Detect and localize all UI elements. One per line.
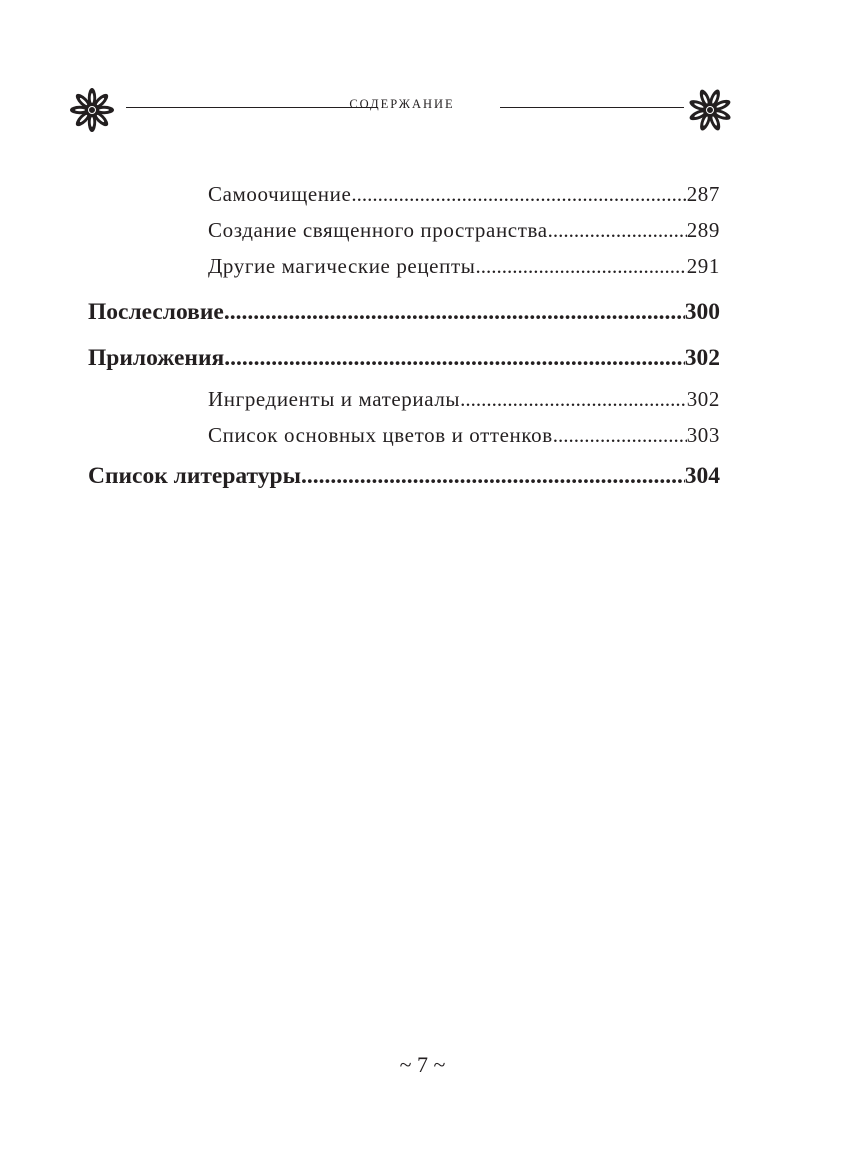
toc-chapter-page: 302 [684, 345, 720, 371]
toc-chapter-title: Список литературы [88, 463, 301, 489]
toc-entry [88, 176, 720, 212]
star-anise-icon [688, 88, 732, 132]
toc-entry [88, 381, 720, 417]
toc-entry [88, 417, 720, 453]
leader-dots [548, 212, 687, 248]
toc-entry-title: Создание священного пространства [208, 218, 548, 242]
toc-entry-title: Другие магические рецепты [208, 254, 476, 278]
table-of-contents [88, 176, 720, 499]
toc-entry-title: Самоочищение [208, 182, 352, 206]
leader-dots [301, 453, 685, 499]
toc-entry-page: 287 [686, 182, 720, 206]
leader-dots [224, 335, 685, 381]
leader-dots [224, 289, 685, 335]
star-anise-icon [70, 88, 114, 132]
toc-chapter [88, 453, 720, 499]
leader-dots [460, 381, 687, 417]
toc-chapter-title: Приложения [88, 345, 225, 371]
header-rule-right [500, 107, 684, 108]
toc-entry-page: 303 [686, 423, 720, 447]
leader-dots [553, 417, 687, 453]
toc-entry-page: 302 [686, 387, 720, 411]
leader-dots [351, 176, 686, 212]
toc-entry-title: Ингредиенты и материалы [208, 387, 461, 411]
toc-chapter [88, 335, 720, 381]
toc-entry [88, 212, 720, 248]
page-number: ~ 7 ~ [399, 1052, 446, 1077]
toc-chapter [88, 289, 720, 335]
toc-chapter-page: 300 [684, 299, 720, 325]
toc-entry-page: 291 [686, 254, 720, 278]
toc-entry-title: Список основных цветов и оттенков [208, 423, 553, 447]
toc-entry [88, 248, 720, 284]
header-rule-left [126, 107, 378, 108]
toc-chapter-page: 304 [684, 463, 720, 489]
header-title: СОДЕРЖАНИЕ [349, 97, 455, 111]
toc-chapter-title: Послесловие [88, 299, 224, 325]
toc-entry-page: 289 [686, 218, 720, 242]
leader-dots [475, 248, 686, 284]
running-header [70, 88, 732, 132]
